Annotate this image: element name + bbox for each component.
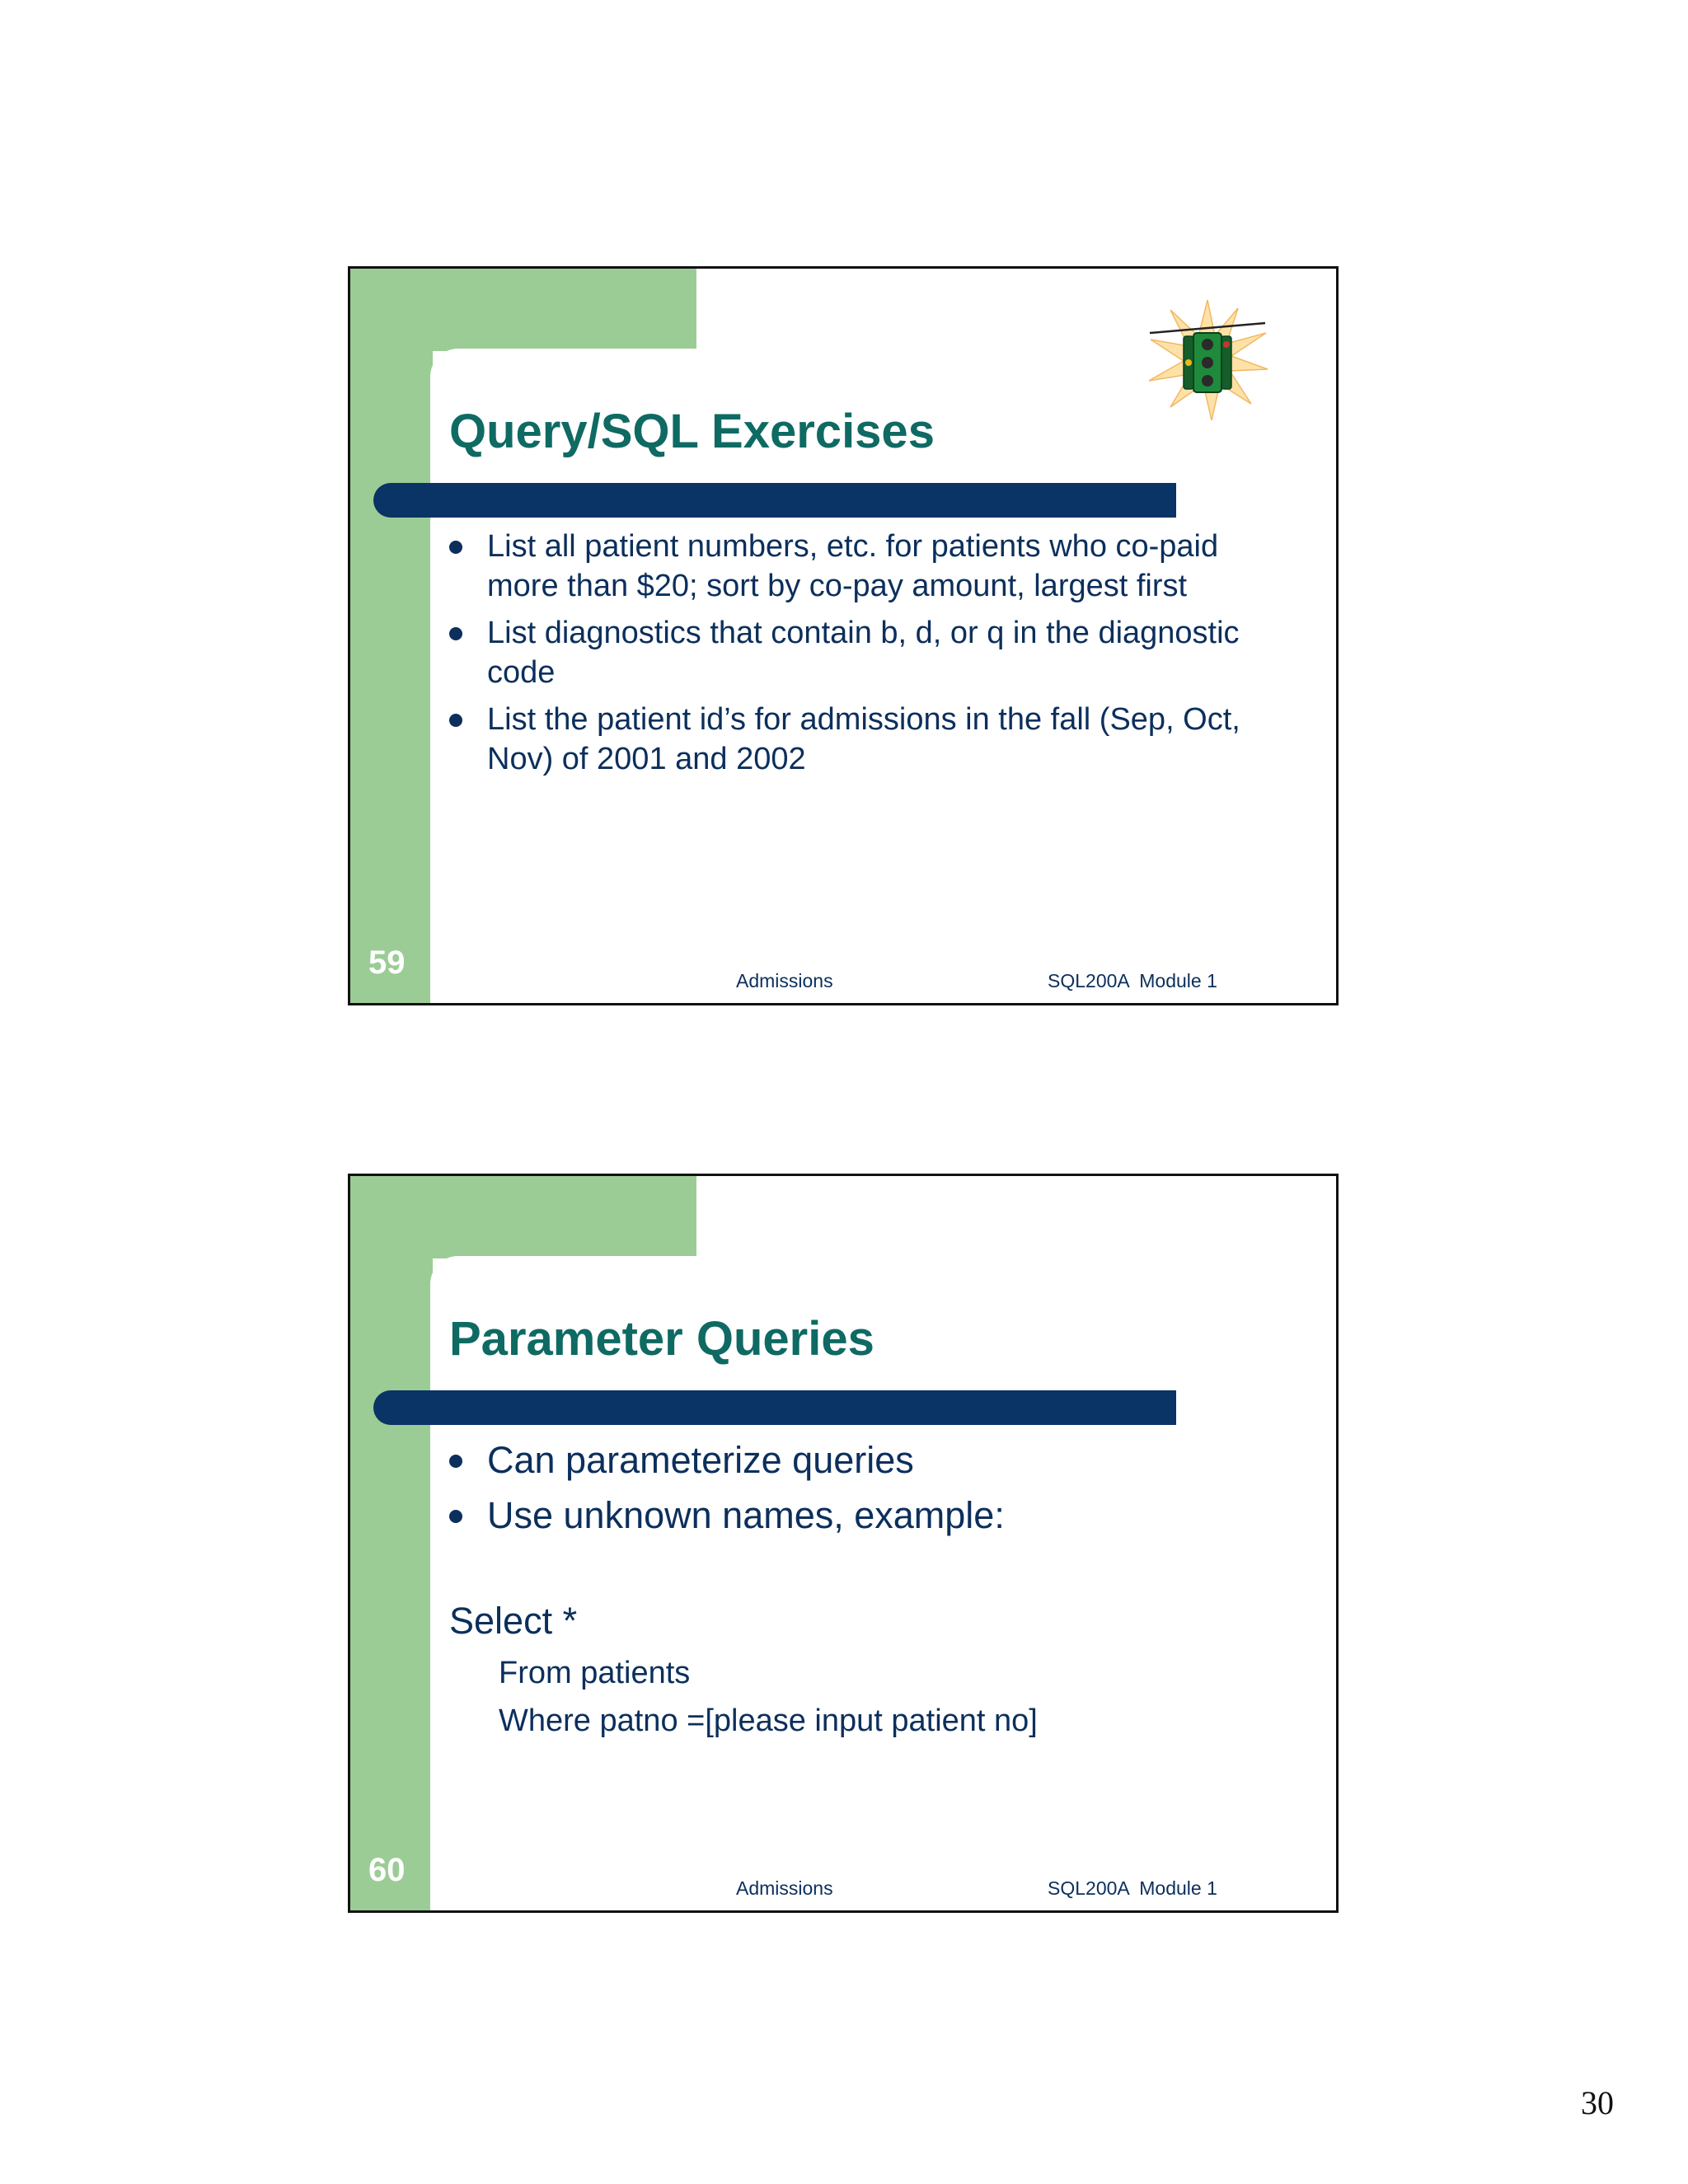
list-item xyxy=(449,527,1240,606)
bullet-text: Use unknown names, example: xyxy=(487,1494,1005,1536)
bullet-dot xyxy=(449,714,462,727)
code-select-line: Select * xyxy=(449,1600,578,1642)
bullet-dot xyxy=(449,627,462,640)
bullet-text: List all patient numbers, etc. for patients who co-paid more than $20; sort by co-pay amount, largest first xyxy=(487,529,1219,603)
footer-left: Admissions xyxy=(736,1877,833,1899)
green-top-bar xyxy=(350,269,696,351)
green-side-bar xyxy=(350,1176,433,1910)
slide-59 xyxy=(348,266,1339,1005)
bullet-text: Can parameterize queries xyxy=(487,1439,914,1481)
slide-number: 59 xyxy=(368,944,406,981)
footer-right: SQL200A Module 1 xyxy=(1048,1877,1217,1899)
slide-60 xyxy=(348,1174,1339,1913)
slide-title: Query/SQL Exercises xyxy=(449,405,935,458)
list-item xyxy=(449,1492,1240,1540)
green-top-bar xyxy=(350,1176,696,1258)
green-side-bar xyxy=(350,269,433,1003)
yellow-lamp xyxy=(1202,357,1213,368)
footer-right: SQL200A Module 1 xyxy=(1048,970,1217,991)
bullet-text: List the patient id’s for admissions in the fall (Sep, Oct, Nov) of 2001 and 2002 xyxy=(487,702,1240,776)
bullet-dot xyxy=(449,541,462,554)
red-lamp xyxy=(1202,339,1213,350)
slide-title: Parameter Queries xyxy=(449,1312,874,1366)
bullet-list xyxy=(449,527,1240,786)
slide-number: 60 xyxy=(368,1852,406,1888)
bullet-text: List diagnostics that contain b, d, or q in the diagnostic code xyxy=(487,616,1240,690)
title-underline-bar xyxy=(373,1390,1176,1425)
side-red-lamp xyxy=(1223,341,1230,348)
code-where-line: Where patno =[please input patient no] xyxy=(499,1704,1038,1738)
code-from-line: From patients xyxy=(499,1656,691,1690)
list-item xyxy=(449,700,1240,779)
side-yellow-lamp xyxy=(1185,359,1192,366)
bullet-dot xyxy=(449,1510,462,1523)
title-underline-bar xyxy=(373,483,1176,518)
green-lamp xyxy=(1202,375,1213,387)
bullet-dot xyxy=(449,1455,462,1468)
page-number: 30 xyxy=(1581,2084,1614,2121)
footer-left: Admissions xyxy=(736,970,833,991)
traffic-light-icon xyxy=(1146,298,1269,422)
bullet-list xyxy=(449,1436,1240,1547)
list-item xyxy=(449,613,1240,692)
list-item xyxy=(449,1436,1240,1484)
